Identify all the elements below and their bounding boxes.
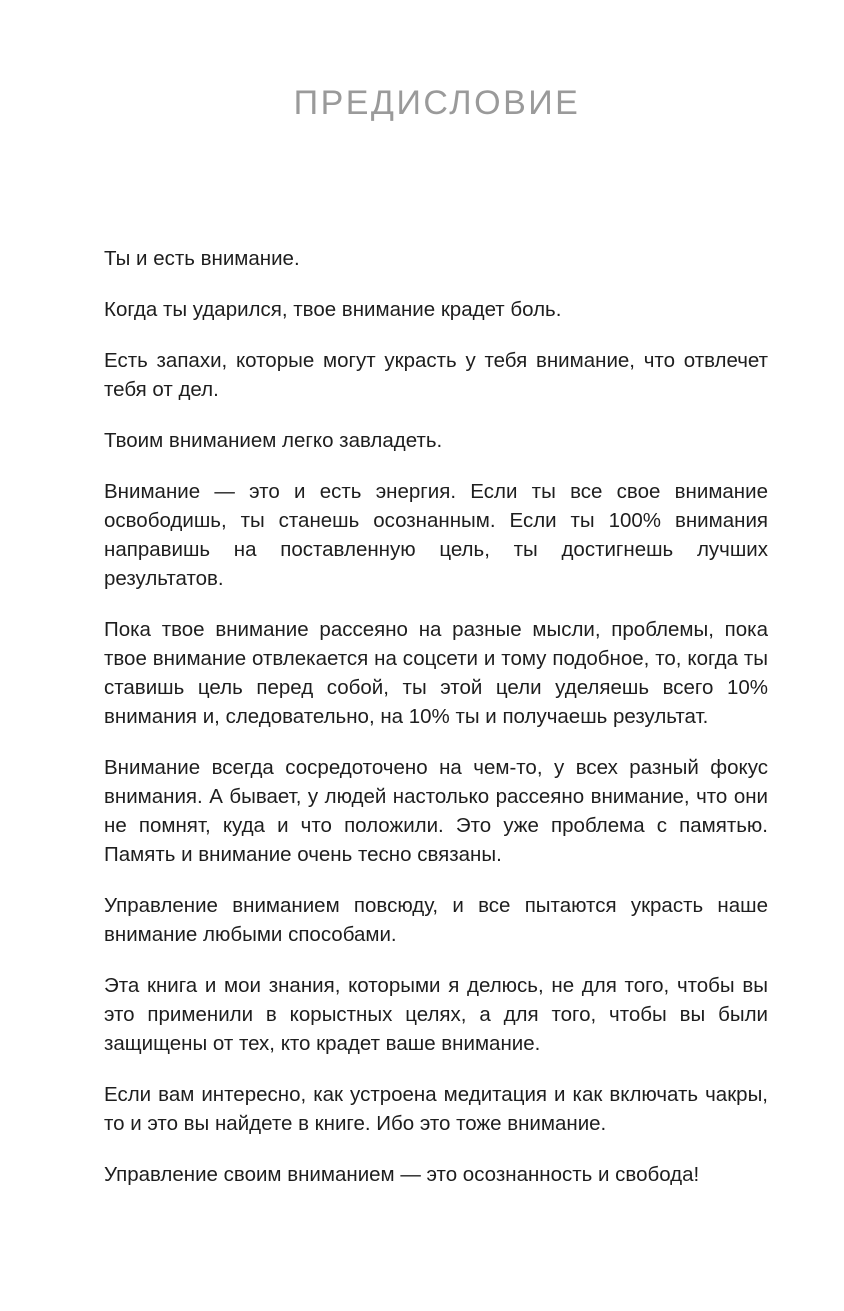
- paragraph: Управление своим вниманием — это осознанность и свобода!: [104, 1163, 700, 1186]
- chapter-title: ПРЕДИСЛОВИЕ: [293, 84, 581, 122]
- paragraph: Есть запахи, которые могут украсть у тебя внимание, что отвлечет тебя от дел.: [104, 349, 768, 401]
- paragraph: Управление вниманием повсюду, и все пытаются украсть наше внимание любыми способами.: [104, 894, 768, 946]
- paragraph: Ты и есть внимание.: [104, 247, 300, 270]
- paragraph: Если вам интересно, как устроена медитация и как включать чакры, то и это вы найдете в книге. Ибо это тоже внимание.: [104, 1083, 768, 1135]
- chapter-body: [104, 244, 768, 1211]
- paragraph: Пока твое внимание рассеяно на разные мысли, проблемы, пока твое внимание отвлекается на соцсети и тому подобное, то, когда ты ставишь цель перед собой, ты этой цели уделяешь всего 10% внимания и, следовательно, на 10% ты и получаешь результат.: [104, 618, 768, 728]
- paragraph: Твоим вниманием легко завладеть.: [104, 429, 443, 452]
- paragraph: Внимание — это и есть энергия. Если ты все свое внимание освободишь, ты станешь осознанным. Если ты 100% внимания направишь на поставленную цель, ты достигнешь лучших результатов.: [104, 480, 768, 590]
- paragraph: Эта книга и мои знания, которыми я делюсь, не для того, чтобы вы это применили в корыстных целях, а для того, чтобы вы были защищены от тех, кто крадет ваше внимание.: [104, 974, 768, 1055]
- paragraph: Внимание всегда сосредоточено на чем-то, у всех разный фокус внимания. А бывает, у людей настолько рассеяно внимание, что они не помнят, куда и что положили. Это уже проблема с памятью. Память и внимание очень тесно связаны.: [104, 756, 768, 866]
- paragraph: Когда ты ударился, твое внимание крадет боль.: [104, 298, 562, 321]
